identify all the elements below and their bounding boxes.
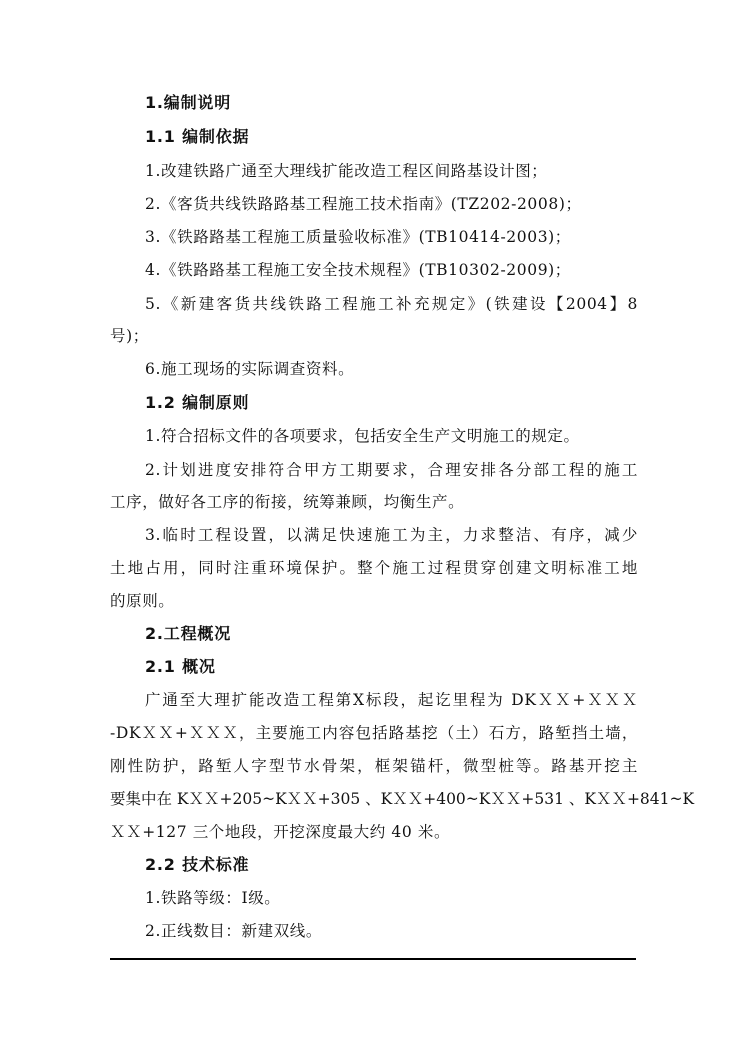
section-2-1-heading: 2.1 概况 (145, 657, 216, 676)
principle-item-2: 2.计划进度安排符合甲方工期要求，合理安排各分部工程的施工 (145, 461, 638, 479)
overview-paragraph-line-5: ＸＸ+127 三个地段，开挖深度最大约 40 米。 (110, 823, 451, 841)
section-2-2-heading: 2.2 技术标准 (145, 855, 250, 874)
overview-paragraph-line-3: 刚性防护，路堑人字型节水骨架，框架锚杆，微型桩等。路基开挖主 (110, 757, 638, 775)
principle-item-3: 3.临时工程设置，以满足快速施工为主，力求整洁、有序，减少 (145, 526, 638, 544)
standard-item-2: 2.正线数目：新建双线。 (145, 922, 322, 940)
section-1-2-heading: 1.2 编制原则 (145, 393, 250, 412)
section-1-1-heading: 1.1 编制依据 (145, 127, 250, 146)
principle-item-1: 1.符合招标文件的各项要求，包括安全生产文明施工的规定。 (145, 427, 580, 445)
overview-paragraph-line-4: 要集中在 KＸＸ+205~KＸＸ+305 、KＸＸ+400~KＸＸ+531 、KＸＸ+841~K (110, 790, 695, 808)
basis-item-6: 6.施工现场的实际调查资料。 (145, 360, 355, 378)
basis-item-4: 4.《铁路路基工程施工安全技术规程》(TB10302-2009)； (145, 261, 571, 279)
section-1-heading: 1.编制说明 (145, 93, 232, 112)
basis-item-5: 5.《新建客货共线铁路工程施工补充规定》(铁建设【2004】8 (145, 295, 638, 313)
basis-item-1: 1.改建铁路广通至大理线扩能改造工程区间路基设计图； (145, 162, 548, 180)
basis-item-3: 3.《铁路路基工程施工质量验收标准》(TB10414-2003)； (145, 228, 571, 246)
basis-item-2: 2.《客货共线铁路路基工程施工技术指南》(TZ202-2008)； (145, 195, 582, 213)
overview-paragraph-line-2: -DKＸＸ+ＸＸＸ，主要施工内容包括路基挖（土）石方，路堑挡土墙， (110, 724, 638, 742)
section-2-heading: 2.工程概况 (145, 624, 232, 643)
basis-item-5-continued: 号)； (110, 327, 149, 345)
footer-divider (110, 958, 636, 960)
principle-item-3-end: 的原则。 (110, 592, 175, 610)
standard-item-1: 1.铁路等级：Ⅰ级。 (145, 889, 281, 907)
principle-item-2-continued: 工序，做好各工序的衔接，统筹兼顾，均衡生产。 (110, 493, 465, 511)
overview-paragraph-line-1: 广通至大理扩能改造工程第Ⅹ标段，起讫里程为 DKＸＸ+ＸＸＸ (145, 691, 638, 709)
principle-item-3-continued: 土地占用，同时注重环境保护。整个施工过程贯穿创建文明标准工地 (110, 559, 638, 577)
